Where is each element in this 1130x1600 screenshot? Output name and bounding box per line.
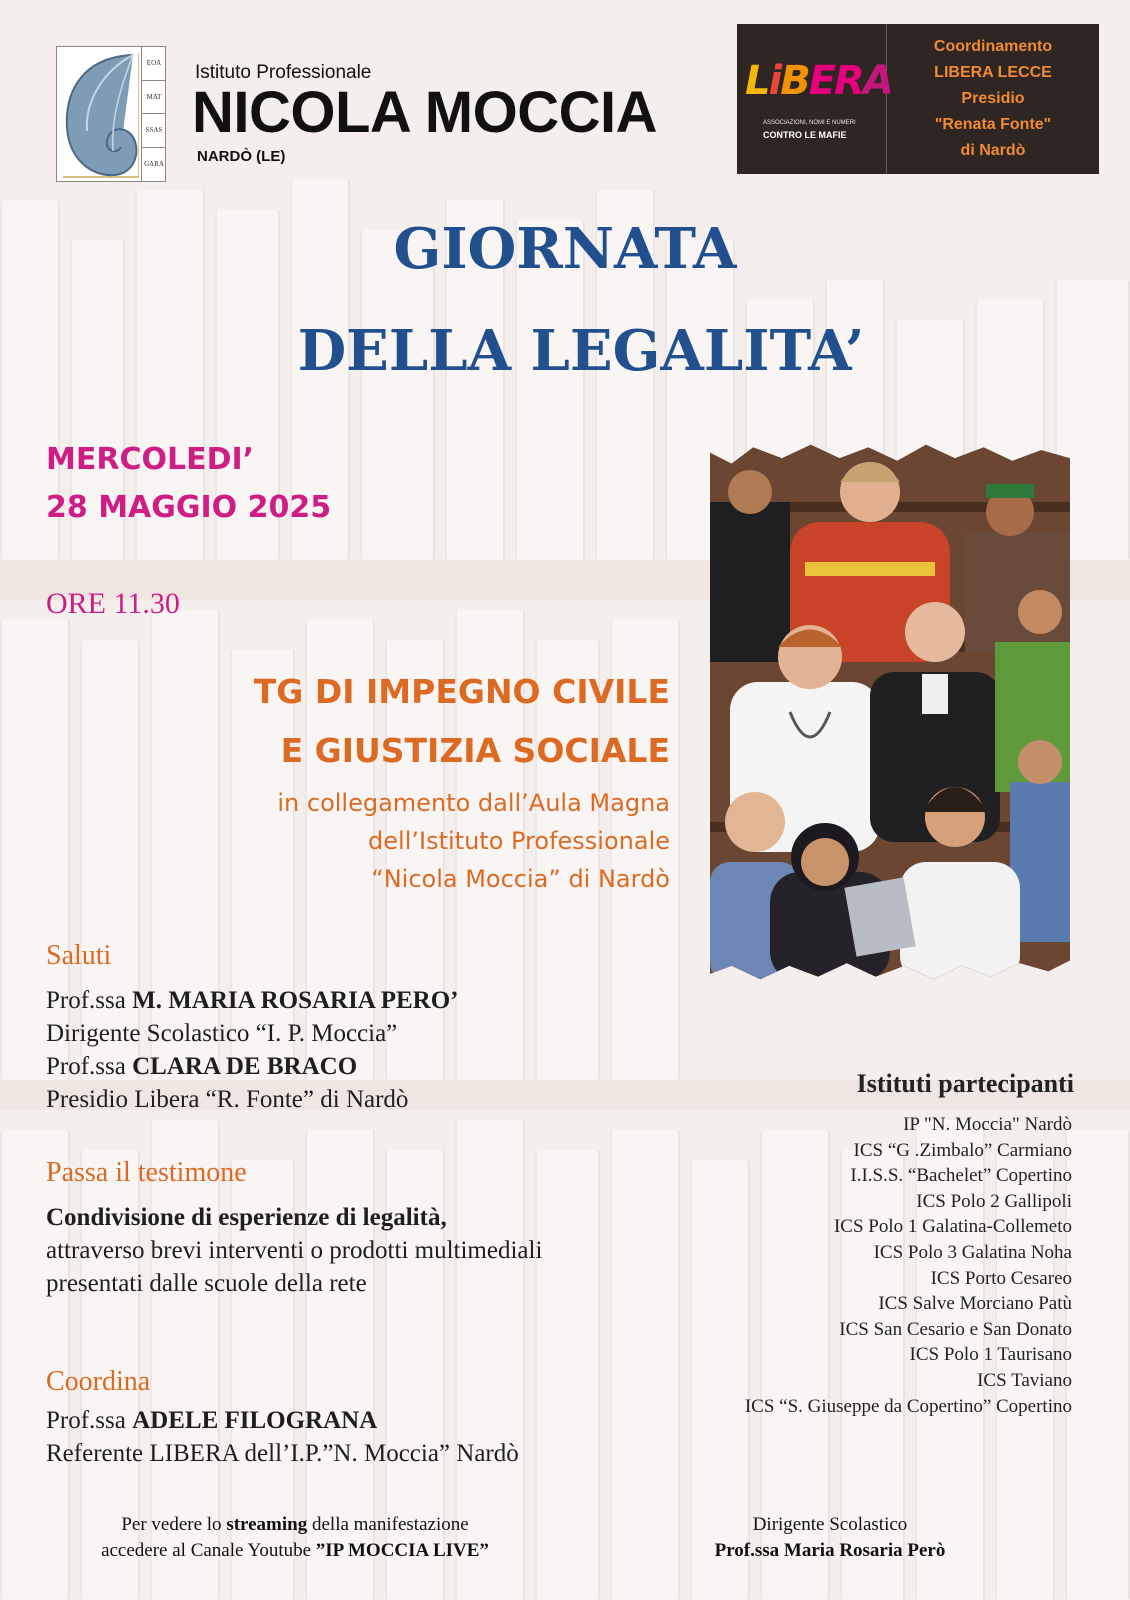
tg-location-line: “Nicola Moccia” di Nardò xyxy=(371,865,670,893)
libera-logo xyxy=(737,24,892,174)
saluti-person-1-name: M. MARIA ROSARIA PERO’ xyxy=(132,987,459,1014)
youtube-channel-name: ”IP MOCCIA LIVE” xyxy=(315,1540,489,1561)
istituto-item: ICS Polo 2 Gallipoli xyxy=(916,1190,1072,1212)
logo-cell: MAT xyxy=(142,81,166,115)
logo-cell: GARA xyxy=(144,160,164,169)
istituto-item: ICS Polo 3 Galatina Noha xyxy=(873,1241,1072,1263)
school-location: NARDÒ (LE) xyxy=(197,148,286,165)
tg-title-line1: TG DI IMPEGNO CIVILE xyxy=(253,672,670,711)
istituto-item: ICS Porto Cesareo xyxy=(930,1267,1072,1289)
libera-line: di Nardò xyxy=(960,142,1026,159)
saluti-person-1-role: Dirigente Scolastico “I. P. Moccia” xyxy=(46,1020,398,1047)
tg-title-line2: E GIUSTIZIA SOCIALE xyxy=(280,731,670,770)
istituto-item: I.I.S.S. “Bachelet” Copertino xyxy=(850,1165,1072,1187)
istituto-item: IP "N. Moccia" Nardò xyxy=(903,1114,1072,1135)
school-logo xyxy=(56,46,166,182)
saluti-heading: Saluti xyxy=(46,940,112,971)
tg-location-line: in collegamento dall’Aula Magna xyxy=(277,789,670,817)
istituto-item: ICS Polo 1 Galatina-Collemeto xyxy=(833,1216,1072,1238)
coordina-heading: Coordina xyxy=(46,1366,151,1397)
libera-line: Coordinamento xyxy=(933,38,1053,55)
event-day: MERCOLEDI’ xyxy=(46,442,255,477)
libera-line: Presidio xyxy=(961,90,1025,107)
signature-role: Dirigente Scolastico xyxy=(752,1514,908,1535)
istituti-list xyxy=(745,1112,1072,1419)
people-collage-image xyxy=(710,442,1070,982)
libera-line: "Renata Fonte" xyxy=(934,116,1052,133)
istituto-item: ICS San Cesario e San Donato xyxy=(839,1318,1072,1340)
saluti-person-1: Prof.ssa M. MARIA ROSARIA PERO’ xyxy=(46,987,459,1014)
event-date: 28 MAGGIO 2025 xyxy=(46,490,332,525)
testimone-line: Condivisione di esperienze di legalità, xyxy=(46,1204,447,1231)
streaming-note-line2: accedere al Canale Youtube ”IP MOCCIA LIVE” xyxy=(101,1540,489,1561)
logo-cell: SSAS xyxy=(142,114,166,148)
istituto-item: ICS Salve Morciano Patù xyxy=(878,1293,1072,1315)
tg-location-line: dell’Istituto Professionale xyxy=(368,827,670,855)
tg-location-text xyxy=(170,784,670,898)
school-name: NICOLA MOCCIA xyxy=(192,80,657,145)
istituto-item: ICS Polo 1 Taurisano xyxy=(909,1344,1072,1366)
signature-block xyxy=(660,1512,1000,1564)
libera-logo-text: LiBERA xyxy=(745,58,892,104)
coordina-role: Referente LIBERA dell’I.P.”N. Moccia” Nardò xyxy=(46,1440,519,1467)
event-time: ORE 11.30 xyxy=(46,587,180,620)
saluti-person-2-role: Presidio Libera “R. Fonte” di Nardò xyxy=(46,1086,409,1113)
istituto-item: ICS Taviano xyxy=(977,1369,1072,1391)
istituti-heading: Istituti partecipanti xyxy=(856,1069,1074,1098)
nautilus-shell-icon xyxy=(63,51,139,179)
saluti-person-2-name: CLARA DE BRACO xyxy=(132,1053,358,1080)
libera-logo-tagline: CONTRO LE MAFIE xyxy=(763,130,847,140)
testimone-heading: Passa il testimone xyxy=(46,1157,247,1188)
libera-line: LIBERA LECCE xyxy=(934,64,1052,81)
streaming-note-line1: Per vedere lo streaming della manifestazione xyxy=(121,1514,469,1535)
libera-banner xyxy=(737,24,1099,174)
istituto-item: ICS “S. Giuseppe da Copertino” Copertino xyxy=(744,1395,1072,1417)
libera-coordination-text xyxy=(887,24,1099,174)
signature-name: Prof.ssa Maria Rosaria Però xyxy=(714,1540,946,1561)
logo-cells xyxy=(141,47,166,181)
istituto-item: ICS “G .Zimbalo” Carmiano xyxy=(853,1139,1072,1161)
event-title-line1: GIORNATA xyxy=(393,216,737,282)
coordina-person: Prof.ssa ADELE FILOGRANA xyxy=(46,1407,378,1434)
testimone-line: attraverso brevi interventi o prodotti multimediali xyxy=(46,1237,543,1264)
event-title-line2: DELLA LEGALITA’ xyxy=(297,318,865,384)
libera-logo-subtitle: ASSOCIAZIONI, NOMI E NUMERI xyxy=(763,120,856,126)
coordina-person-name: ADELE FILOGRANA xyxy=(132,1407,378,1434)
logo-cell: EOA xyxy=(142,47,166,81)
streaming-note xyxy=(60,1512,530,1564)
testimone-line: presentati dalle scuole della rete xyxy=(46,1270,367,1297)
saluti-person-2: Prof.ssa CLARA DE BRACO xyxy=(46,1053,358,1080)
school-type: Istituto Professionale xyxy=(195,62,372,83)
